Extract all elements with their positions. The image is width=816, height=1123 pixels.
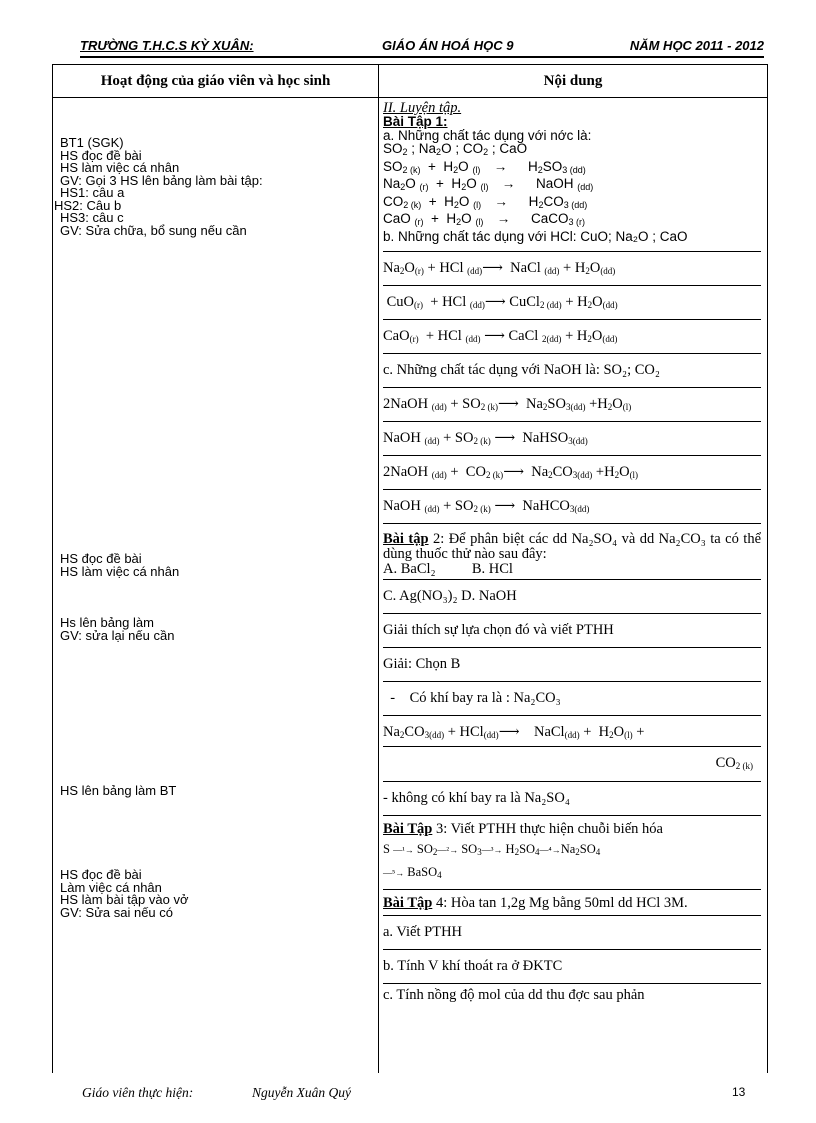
activity-line: HS1: câu a <box>60 185 125 200</box>
activity-line: Làm việc cá nhân <box>60 879 162 895</box>
equation: $SO_{2 (k)} + H_2O$ $_{(l)} \to H_2SO_{3 (dd)}$ <box>383 158 586 175</box>
options-c-d: C. Ag(NO₃)₂ D. NaOH <box>383 579 761 613</box>
equation: CaO $_{(r)} + H_2O$ $_{(l)}$ → CaCO$_{3 (r)}$ <box>383 211 585 227</box>
exercise-4-b: b. Tính V khí thoát ra ở ĐKTC <box>383 949 761 983</box>
column-header-content: Nội dung <box>379 65 768 98</box>
column-header-activities: Hoạt động của giáo viên và học sinh <box>53 65 379 98</box>
oxide-list: $SO_2$ ; $Na_2O$ ; $CO_2$ ; CaO <box>383 141 528 157</box>
page-number: 13 <box>732 1085 746 1099</box>
activity-line: HS2: Câu b <box>54 197 122 213</box>
equation: $CO_{2 (k)} + H_2O$ $_{(l)} \to H_2CO_{3 (dd)}$ <box>383 193 588 210</box>
exercise-4-a: a. Viết PTHH <box>383 915 761 949</box>
activity-line: HS3: câu c <box>60 210 124 225</box>
subject-title: GIÁO ÁN HOÁ HỌC 9 <box>382 38 514 53</box>
activity-group-3 <box>60 617 174 642</box>
page-footer <box>82 1085 351 1101</box>
exercise-3-text: 3: Viết PTHH thực hiện chuỗi biến hóa <box>432 821 663 837</box>
exercise-2-answer: Giải: Chọn B <box>383 647 761 681</box>
equation: 2NaOH $_{(dd)} + CO_{2 (k)}⟶$ $Na_2CO_{3(dd)} +H_2O_{(l)}$ <box>383 455 761 489</box>
exercise-4-c: c. Tính nồng độ mol của dd thu đợc sau phản <box>383 983 761 1006</box>
equation: $Na_2O_{(r)}$ + HCl $_{(dd)}$⟶ NaCl $_{(dd)} + H_2O_{(dd)}$ <box>383 251 761 285</box>
activity-line: HS đọc đề bài <box>60 551 142 566</box>
exercise-4-text: 4: Hòa tan 1,2g Mg bằng 50ml dd HCl 3M. <box>432 895 688 911</box>
teacher-name: Nguyễn Xuân Quý <box>252 1085 351 1100</box>
equation: CaO$_{(r)}$ + HCl $_{(dd)}$ ⟶ CaCl $_{2(dd)} + H_2O_{(dd)}$ <box>383 319 761 353</box>
activity-line: GV: Gọi 3 HS lên bảng làm bài tập: <box>60 172 263 188</box>
activity-line: HS làm việc cá nhân <box>60 160 180 175</box>
activity-group-2 <box>60 553 179 578</box>
option-b: B. HCl <box>471 561 513 577</box>
activity-line: GV: sửa lại nếu cần <box>60 627 175 643</box>
exercise-1-a: a. Những chất tác dụng với nớc là: <box>383 127 592 143</box>
no-gas-result: - không có khí bay ra là Na₂SO₄ <box>383 781 761 815</box>
activity-line: GV: Sửa sai nếu có <box>60 904 174 920</box>
gas-result: Có khí bay ra là : Na₂CO₃ <box>409 690 561 706</box>
activity-line: HS làm bài tập vào vở <box>60 892 189 907</box>
activity-line: Hs lên bảng làm <box>60 615 154 630</box>
teacher-label: Giáo viên thực hiện: <box>82 1085 194 1100</box>
page-header <box>80 38 764 58</box>
exercise-2-text: 2: Để phân biệt các dd Na₂SO₄ và dd Na₂CO₃ ta có thể dùng thuốc thử nào sau đây: <box>383 531 762 562</box>
exercise-1-title: Bài Tập 1: <box>383 114 448 129</box>
school-name: TRƯỜNG T.H.C.S KỲ XUÂN: <box>80 38 254 53</box>
activity-line: BT1 (SGK) <box>60 135 124 150</box>
activity-line: HS làm việc cá nhân <box>60 563 180 579</box>
section-title: II. Luyện tập. <box>383 100 462 116</box>
option-a: A. BaCl₂ <box>383 561 436 577</box>
activity-group-5 <box>60 869 188 919</box>
activity-line: HS đọc đề bài <box>60 147 142 163</box>
exercise-4-title: Bài Tập <box>383 895 433 911</box>
exercise-1-c: c. Những chất tác dụng với NaOH là: SO₂; CO₂ <box>383 353 761 387</box>
equation: NaOH $_{(dd)} + SO_{2 (k)}$ ⟶ NaHSO$_{3(dd)}$ <box>383 421 761 455</box>
school-year: NĂM HỌC 2011 - 2012 <box>629 38 764 53</box>
equation: $Na_2O$ $_{(r)} + H_2O$ $_{(l)}$ → NaOH $_{(dd)}$ <box>383 176 594 192</box>
equation: NaOH $_{(dd)} + SO_{2 (k)}$ ⟶ NaHCO$_{3(dd)}$ <box>383 489 761 523</box>
activity-group-4 <box>60 785 176 798</box>
equation: CuO$_{(r)}$ + HCl $_{(dd)}$⟶ CuCl$_{2 (dd)}$ + $H_2O_{(dd)}$ <box>383 285 761 319</box>
activity-group-1 <box>54 135 263 238</box>
activity-line: GV: Sửa chữa, bổ sung nếu cần <box>60 222 247 238</box>
exercise-2-title: Bài tập <box>383 531 429 547</box>
exercise-2-explain: Giải thích sự lựa chọn đó và viết PTHH <box>383 613 761 647</box>
activity-line: HS đọc đề bài <box>60 867 142 882</box>
exercise-3-title: Bài Tập <box>383 821 433 837</box>
exercise-1-b: b. Những chất tác dụng với HCl: CuO; Na₂O ; CaO <box>383 228 688 244</box>
equation: 2NaOH $_{(dd)} + SO_{2 (k)}⟶$ $Na_2SO_{3(dd)} +H_2O_{(l)}$ <box>383 387 761 421</box>
equation-continued: $CO_{2 (k)}$ <box>383 746 761 781</box>
activities-column <box>53 98 379 1074</box>
equation: $Na_2CO_{3(dd)}$ + HCl$_{(dd)}$⟶ NaCl$_{(dd)}$ + $H_2O_{(l)}$ + <box>383 715 761 746</box>
content-column: II. Luyện tập. Bài Tập 1: a. Những chất tác dụng với nớc là: $SO_2$ ; $Na_2O$ ; $CO_2$ ; CaO $SO_{2 (k)} + H_2O$ $_{(l)} \to H_2SO_{3 (dd)}$ $Na_2O$ $_{(r)} + H_2O$ $_{(l)}$ → NaOH $_{(dd)}$ $CO_{2 (k)} + H_2O$ $_{(l)} \to H_2CO_{3 (dd)}$ CaO $_{(r)} + H_2O$ $_{(l)}$ → CaCO$_{3 (r)}$ b. Những chất tác dụng với HCl: CuO; Na₂O ; CaO $Na_2O_{(r)}$ + HCl $_{(dd)}$⟶ NaCl $_{(dd)} + H_2O_{(dd)}$ CuO$_{(r)}$ + HCl $_{(dd)}$⟶ CuCl$_{2 (dd)}$ + $H_2O_{(dd)}$ CaO$_{(r)}$ + HCl $_{(dd)}$ ⟶ CaCl $_{2(dd)} + H_2O_{(dd)}$ c. Những chất tác dụng với NaOH là: SO₂; CO₂ 2NaOH $_{(dd)} + SO_{2 (k)}⟶$ $Na_2SO_{3(dd)} +H_2O_{(l)}$ NaOH $_{(dd)} + SO_{2 (k)}$ ⟶ NaHSO$_{3(dd)}$ 2NaOH $_{(dd)} + CO_{2 (k)}⟶$ $Na_2CO_{3(dd)} +H_2O_{(l)}$ NaOH $_{(dd)} + SO_{2 (k)}$ ⟶ NaHCO$_{3(dd)}$ Bài tập 2: Để phân biệt các dd Na₂SO₄ và dd Na₂CO₃ ta có thể dùng thuốc thử nào sau đây: A. BaCl₂ B. HCl C. Ag(NO₃)₂ D. NaOH Giải thích sự lựa chọn đó và viết PTHH Giải: Chọn B - Có khí bay ra là : Na₂CO₃ $Na_2CO_{3(dd)}$ + HCl$_{(dd)}$⟶ NaCl$_{(dd)}$ + $H_2O_{(l)}$ + $CO_{2 (k)}$ - không có khí bay ra là Na₂SO₄ Bài Tập 3: Viết PTHH thực hiện chuỗi biến hóa S —¹→ $SO_2—^2\to$ $SO_3—^3\to$ $H_2SO_4—^4\to Na_2SO_4$ —⁵→ BaSO$_4$ Bài Tập 4: Hòa tan 1,2g Mg bằng 50ml dd HCl 3M. a. Viết PTHH b. Tính V khí thoát ra ở ĐKTC c. Tính nồng độ mol của dd thu đợc sau phản <box>379 98 768 1074</box>
conversion-chain: S —¹→ $SO_2—^2\to$ $SO_3—^3\to$ $H_2SO_4—^4\to Na_2SO_4$ —⁵→ BaSO$_4$ <box>383 842 601 880</box>
activity-line: HS lên bảng làm BT <box>60 783 177 798</box>
